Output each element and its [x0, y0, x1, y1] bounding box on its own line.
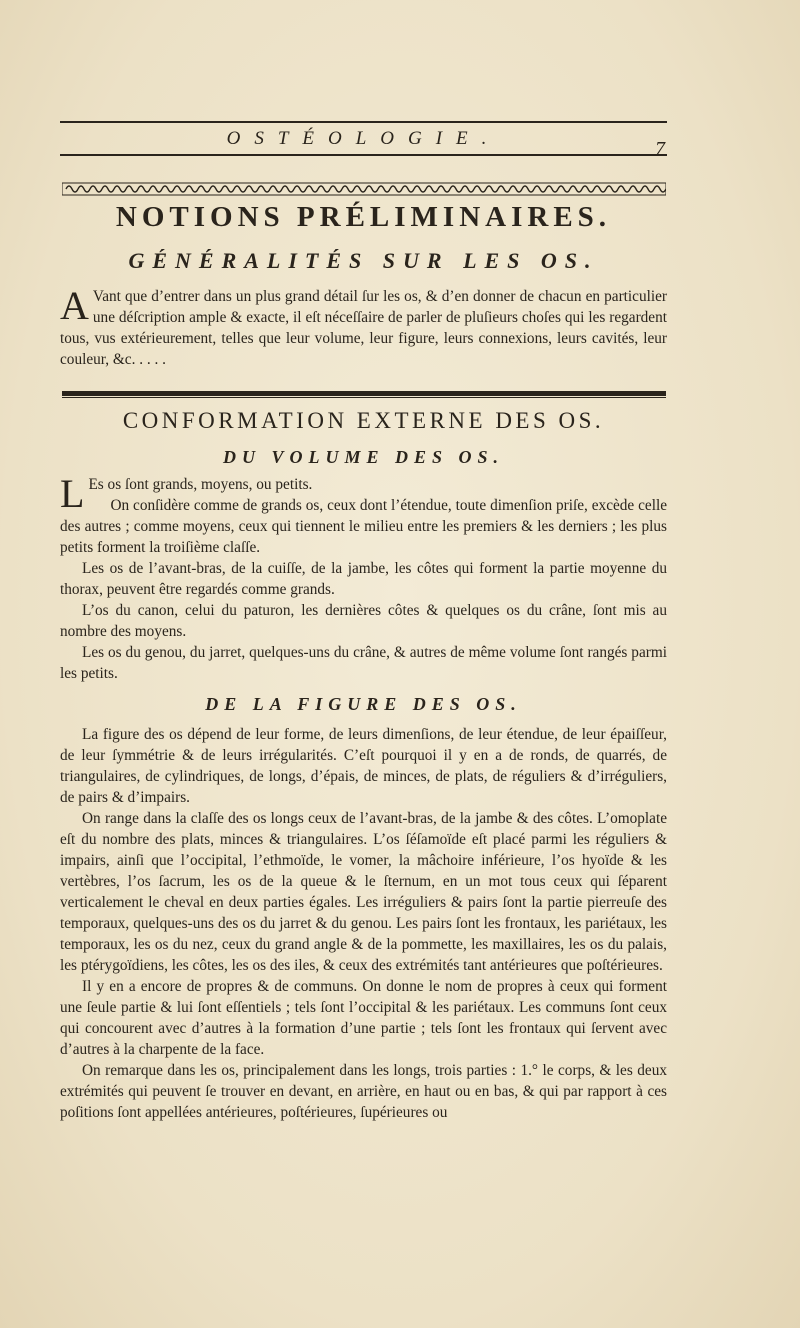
- page-number: 7: [655, 138, 665, 160]
- drop-cap: L: [60, 471, 85, 516]
- paragraph: On range dans la claſſe des os longs ceux de l’avant-bras, de la jambe & des côtes. L’omoplate eſt du nombre des plats, minces & triangulaires. L’os ſéſamoïde eſt placé parmi les réguliers & impairs, ainſi que l’occipital, l’ethmoïde, le vomer, la mâchoire inférieure, l’os hyoïde & les vertèbres, l’os ſacrum, les os de la queue & le ſternum, en un mot tous ceux qui ſéparent verticalement le cheval en deux parties égales. Les irréguliers & pairs ſont la partie pierreuſe des temporaux, quelques-uns des os du jarret & du genou. Les pairs ſont les frontaux, les pariétaux, les temporaux, les os du nez, ceux du grand angle & de la pommette, les maxillaires, les os du palais, les ptérygoïdiens, les côtes, les os des iles, & ceux des extrémités tant antérieures que poſtérieures.: [60, 810, 667, 974]
- chapter-subtitle: GÉNÉRALITÉS SUR LES OS.: [128, 248, 599, 273]
- paragraph: On remarque dans les os, principalement dans les longs, trois parties : 1.° le corps, & les deux extrémités qui peuvent ſe trouver en devant, en arrière, en haut ou en bas, & qui par rapport à ces poſitions ſont appellées antérieures, poſtérieures, ſupérieures ou: [60, 1062, 667, 1121]
- drop-cap: A: [60, 283, 89, 328]
- intro-text: Vant que d’entrer dans un plus grand détail ſur les os, & d’en donner de chacun en particulier une déſcription ample & exacte, il eſt néceſſaire de parler de pluſieurs choſes qui les regardent tous, vus extérieurement, telles que leur volume, leur figure, leurs connexions, leurs cavités, leur couleur, &c. . . . .: [60, 288, 667, 368]
- running-head: OSTÉOLOGIE.: [226, 128, 501, 149]
- paragraph-text: Es os ſont grands, moyens, ou petits.: [88, 476, 313, 493]
- paragraph: L’os du canon, celui du paturon, les dernières côtes & quelques os du crâne, ſont mis au nombre des moyens.: [60, 602, 667, 640]
- paragraph: [60, 471, 667, 516]
- section-rule-thick: [62, 391, 666, 396]
- paragraph: Les os de l’avant-bras, de la cuiſſe, de la jambe, les côtes qui forment la partie moyenne du thorax, peuvent être regardés comme grands.: [60, 560, 667, 598]
- paragraph: Les os du genou, du jarret, quelques-uns du crâne, & autres de même volume ſont rangés parmi les petits.: [60, 644, 667, 682]
- volume-text: [60, 471, 667, 684]
- header-rule-top: [60, 121, 667, 123]
- ornamental-border: [62, 180, 666, 198]
- subsection-title-figure: DE LA FIGURE DES OS.: [205, 694, 522, 714]
- subsection-title-volume: DU VOLUME DES OS.: [222, 447, 505, 467]
- paragraph: La figure des os dépend de leur forme, de leurs dimenſions, de leur étendue, de leur épaiſſeur, de leur ſymmétrie & de leurs irrégularités. C’eſt pourquoi il y en a de ronds, de quarrés, de triangulaires, de cylindriques, de longs, d’épais, de minces, de plats, de réguliers & d’irréguliers, de pairs & d’impairs.: [60, 726, 667, 806]
- paragraph: Il y en a encore de propres & de communs. On donne le nom de propres à ceux qui forment une ſeule partie & lui ſont eſſentiels ; tels ſont l’occipital & les pariétaux. Les communs ſont ceux qui concourent avec d’autres à la formation d’une partie ; tels ſont les frontaux qui ſervent avec d’autres à la charpente de la face.: [60, 978, 667, 1058]
- chapter-title: NOTIONS PRÉLIMINAIRES.: [115, 201, 612, 233]
- header-rule-bottom: [60, 154, 667, 156]
- section-title: CONFORMATION EXTERNE DES OS.: [122, 408, 605, 433]
- figure-text: [60, 724, 667, 1123]
- paragraph: On conſidère comme de grands os, ceux dont l’étendue, toute dimenſion priſe, excède celle des autres ; comme moyens, ceux qui tiennent le milieu entre les premiers & les derniers ; les plus petits forment la troiſième claſſe.: [60, 497, 667, 556]
- intro-paragraph: [60, 283, 667, 370]
- section-rule-thin: [62, 397, 666, 398]
